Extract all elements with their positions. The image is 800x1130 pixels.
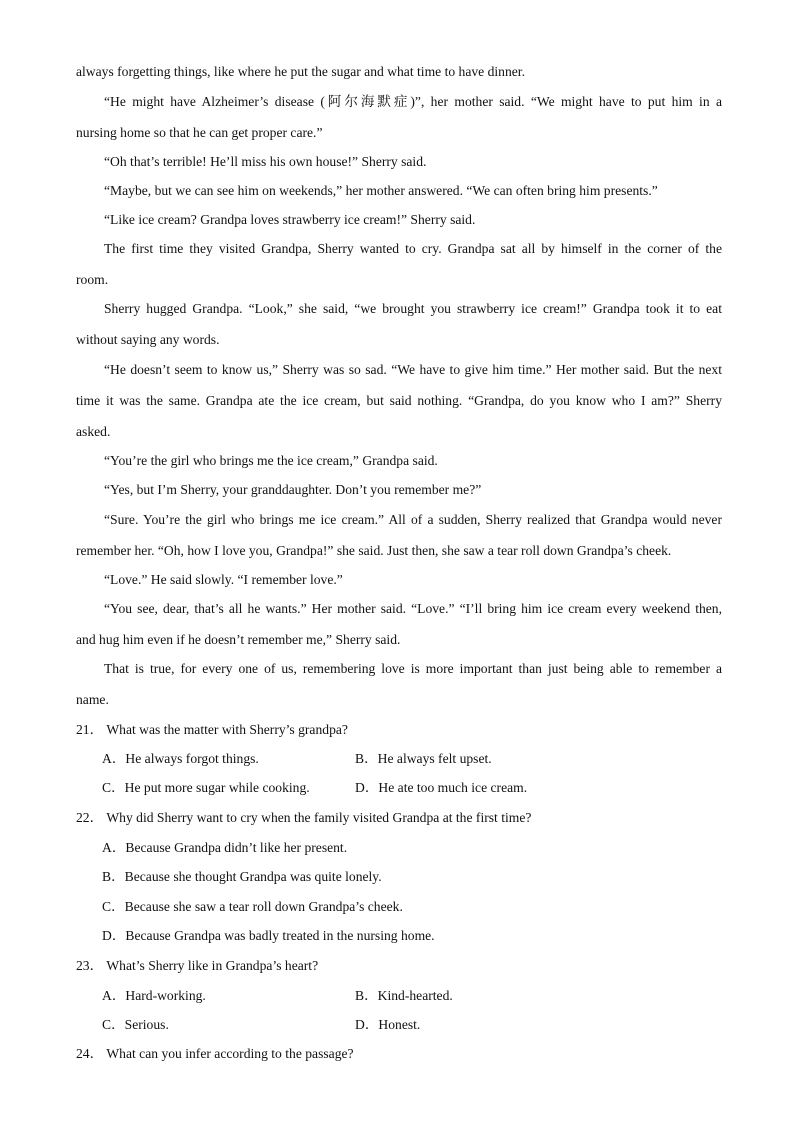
- passage-line: always forgetting things, like where he put the sugar and what time to have dinner.: [76, 64, 525, 79]
- passage-line: “Maybe, but we can see him on weekends,” her mother answered. “We can often bring him presents.”: [104, 183, 658, 198]
- passage-line: “Love.” He said slowly. “I remember love.”: [104, 572, 343, 587]
- passage-line: room.: [76, 272, 109, 287]
- passage-line: “You see, dear, that’s all he wants.” Her mother said. “Love.” “I’ll bring him ice cream every weekend then,: [104, 601, 722, 616]
- q23-option-c[interactable]: C．Serious.: [102, 1017, 169, 1032]
- passage-line: “He might have Alzheimer’s disease (阿尔海默症)”, her mother said. “We might have to put him in a: [104, 94, 722, 109]
- passage-line: “Like ice cream? Grandpa loves strawberry ice cream!” Sherry said.: [104, 212, 476, 227]
- q23-option-a[interactable]: A．Hard-working.: [102, 988, 206, 1003]
- question-24-stem: 24． What can you infer according to the passage?: [76, 1046, 354, 1061]
- q22-option-c[interactable]: C．Because she saw a tear roll down Grandpa’s cheek.: [102, 899, 403, 914]
- passage-line: “Sure. You’re the girl who brings me ice cream.” All of a sudden, Sherry realized that Grandpa would never: [104, 512, 722, 527]
- q23-option-b[interactable]: B．Kind-hearted.: [355, 988, 453, 1003]
- q22-option-b[interactable]: B．Because she thought Grandpa was quite lonely.: [102, 869, 382, 884]
- passage-line: time it was the same. Grandpa ate the ice cream, but said nothing. “Grandpa, do you know who I am?” Sherry: [76, 393, 722, 408]
- question-23-stem: 23． What’s Sherry like in Grandpa’s heart?: [76, 958, 319, 973]
- passage-line: without saying any words.: [76, 332, 220, 347]
- passage-line: Sherry hugged Grandpa. “Look,” she said, “we brought you strawberry ice cream!” Grandpa took it to eat: [104, 301, 722, 316]
- passage-line: “You’re the girl who brings me the ice cream,” Grandpa said.: [104, 453, 438, 468]
- passage-line: “Yes, but I’m Sherry, your granddaughter. Don’t you remember me?”: [104, 482, 482, 497]
- passage-line: name.: [76, 692, 109, 707]
- q21-option-b[interactable]: B．He always felt upset.: [355, 751, 492, 766]
- passage-line: “He doesn’t seem to know us,” Sherry was so sad. “We have to give him time.” Her mother said. But the next: [104, 362, 722, 377]
- question-21-stem: 21． What was the matter with Sherry’s grandpa?: [76, 722, 348, 737]
- passage-line: “Oh that’s terrible! He’ll miss his own house!” Sherry said.: [104, 154, 427, 169]
- q21-option-c[interactable]: C．He put more sugar while cooking.: [102, 780, 310, 795]
- q21-option-a[interactable]: A．He always forgot things.: [102, 751, 259, 766]
- q21-option-d[interactable]: D．He ate too much ice cream.: [355, 780, 528, 795]
- passage-line: That is true, for every one of us, remembering love is more important than just being able to remember a: [104, 661, 722, 676]
- q23-option-d[interactable]: D．Honest.: [355, 1017, 421, 1032]
- passage-line: The first time they visited Grandpa, Sherry wanted to cry. Grandpa sat all by himself in the corner of the: [104, 241, 722, 256]
- passage-line: and hug him even if he doesn’t remember me,” Sherry said.: [76, 632, 401, 647]
- passage-line: remember her. “Oh, how I love you, Grandpa!” she said. Just then, she saw a tear roll down Grandpa’s cheek.: [76, 543, 672, 558]
- passage-line: nursing home so that he can get proper care.”: [76, 125, 323, 140]
- q22-option-d[interactable]: D．Because Grandpa was badly treated in the nursing home.: [102, 928, 435, 943]
- question-22-stem: 22． Why did Sherry want to cry when the family visited Grandpa at the first time?: [76, 810, 532, 825]
- q22-option-a[interactable]: A．Because Grandpa didn’t like her present.: [102, 840, 348, 855]
- passage-line: asked.: [76, 424, 111, 439]
